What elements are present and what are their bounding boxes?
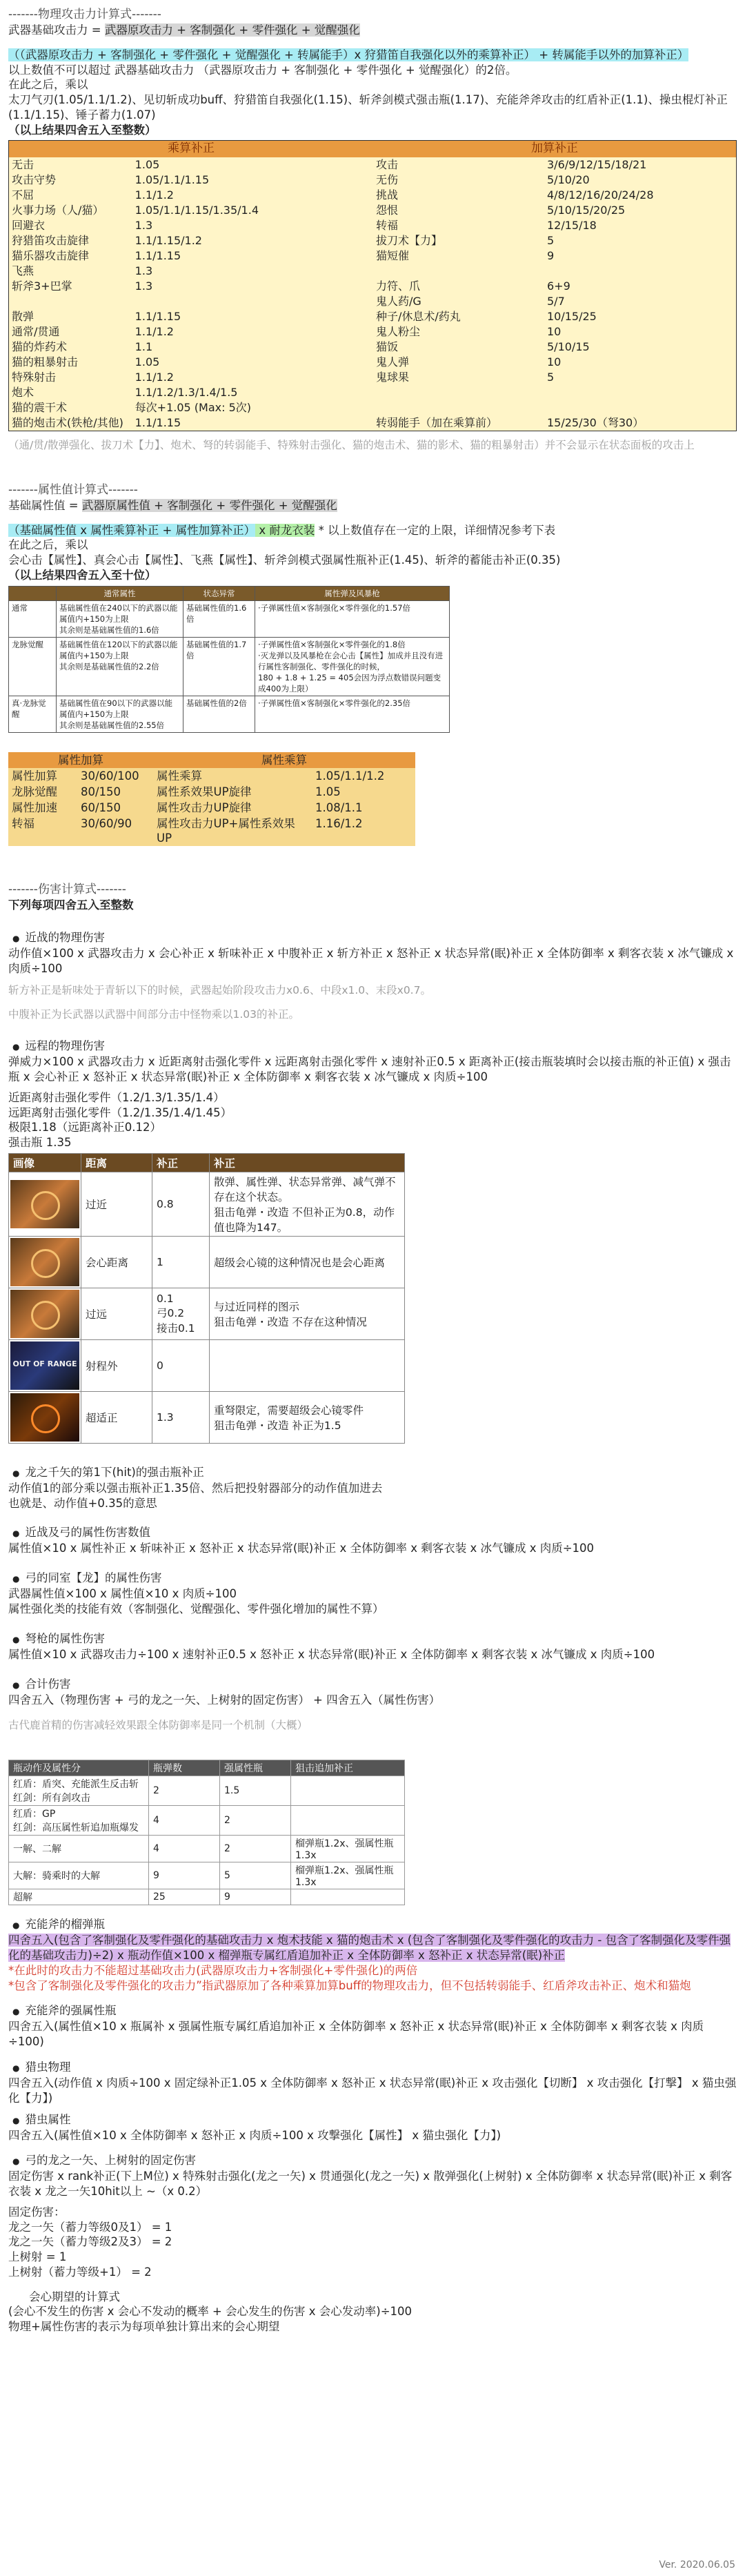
bottle-cell [291,1806,405,1836]
phys-mod-row [9,355,736,370]
add-value: 5/10/20 [547,173,590,186]
mul-value: 1.1/1.15/1.2 [135,233,202,247]
elem-formula-base: 武器原属性值 [81,498,150,512]
add-value [544,385,736,400]
bottle-note: *在此时的攻击力不能超过基础攻击力(武器原攻击力+客制强化+零件强化)的两倍 *包含了客制强化及零件强化的攻击力”指武器原加了各种乘算加算buff的物理攻击力，但不包括转弱能手、红盾斧攻击补正、炮术和猫炮 [8,1963,691,1992]
strong-formula: 四舍五入(属性值×10 x 瓶属补 x 强属性瓶专属红盾追加补正 x 全体防御率 x 怒补正 x 状态异常(眠)补正 x 全体防御率 x 剩客衣装 x 肉质÷100) [8,2020,704,2049]
bow-formula: 属性值×10 x 武器攻击力÷100 x 速射补正0.5 x 怒补正 x 状态异常(眠)补正 x 全体防御率 x 剩客衣装 x 冰气镰成 x 肉质÷100 [8,1647,655,1661]
cap-row [9,696,450,732]
mul-name: 不屈 [12,188,34,201]
mul-header: 乘算补正 [9,141,373,157]
bottle-cell: 大解：骑乘时的大解 [9,1862,149,1889]
phys-mod-row [9,279,736,294]
reticle-icon [31,1404,60,1433]
add-name: 攻击 [376,157,399,171]
bottle-row [9,1889,405,1905]
bottle-row [9,1806,405,1836]
phys-mod-row [9,218,736,233]
phys-formula2-text: （（武器原攻击力 + 客制强化 + 零件强化 + 觉醒强化 + 转属能手）x 狩猎笛自我强化以外的乘算补正） + 转属能手以外的加算补正） [8,48,689,61]
mul-name: 猫的震干术 [12,400,68,414]
mul-value: 1.1/1.2 [135,188,174,201]
bottle-row [9,1836,405,1862]
mul-value: 1.3 [135,264,153,277]
cap-cell: ·子弹属性值×客制强化×零件强化的1.8倍 ·灭龙弹以及风暴枪在会心击【属性】加成并且没有进行属性客制强化、零件强化的时候， 180 + 1.8 + 1.25 = 405会因为浮点数错误问题变成400为上限） [255,637,450,696]
add-name: 转弱能手（加在乘算前） [376,415,498,429]
insect-formula: 四舍五入(动作值 x 肉质÷100 x 固定绿补正1.05 x 全体防御率 x 怒补正 x 状态异常(眠)补正 x 攻击强化【切断】 x 攻击强化【打撃】 x 猫虫强化【力】) [8,2076,737,2105]
cap-cell: 真·龙脉觉醒 [9,696,57,732]
mul-name: 狩猎笛攻击旋律 [12,233,90,247]
add-name: 鬼人弹 [376,355,410,368]
mul-value: 1.05/1.1/1.15/1.35/1.4 [135,203,259,217]
add-value: 5 [547,370,555,384]
phys-l4: （以上结果四舍五入至整数） [8,123,157,137]
mul-value: 1.1/1.2/1.3/1.4/1.5 [135,385,238,399]
elem-add-header: 属性加算 [8,752,153,768]
add-name: 鬼人粉尘 [376,324,421,338]
combo-title: ● 合计伤害 [28,1675,737,1691]
crosshair-image [10,1393,79,1442]
add-value: 10 [547,324,562,338]
elem-add-value: 30/60/90 [77,816,153,846]
add-value [544,264,736,279]
fixed-formula: 固定伤害 x rank补正(下上M位) x 特殊射击强化(龙之一矢) x 贯通强化(龙之一矢) x 散弹强化(上树射) x 全体防御率 x 状态异常(眠)补正 x 剩客衣装 x 龙之一矢10hit以上 ~（x 0.2） [8,2170,733,2199]
elem-add-name: 属性加算 [8,768,77,784]
elem-formula2 [8,523,737,538]
page-content [8,0,737,2334]
ranged-title: ● 远程的物理伤害 [28,1036,737,1053]
elem-mul-name: 属性系效果UP旋律 [153,784,312,800]
ranged-l4: 强击瓶 1.35 [8,1136,72,1150]
add-name: 力符、爪 [376,279,421,293]
bottle-table [8,1760,405,1905]
phys-formula [8,23,737,38]
phys-mod-row [9,173,736,188]
cap-cell: 基础属性值在240以下的武器以能属值内+150为上限 其余则是基础属性值的1.6倍 [57,600,183,637]
phys-mod-row [9,324,736,340]
fixed-row: 龙之一矢（蓄力等级2及3） = 2 [8,2235,172,2249]
mul-name: 猫的炸药术 [12,340,68,353]
add-value: 9 [547,248,555,262]
fixed-list [8,2220,737,2280]
elem-header: -------属性值计算式------- [8,482,138,497]
elem-melee-title: ● 近战及弓的属性伤害数值 [28,1523,737,1540]
melee-title: ● 近战的物理伤害 [28,928,737,945]
elem-mul-value: 1.08/1.1 [312,800,415,816]
elem-add-name: 龙脉觉醒 [8,784,77,800]
add-name: 鬼球果 [376,370,410,384]
crit-title: 会心期望的计算式 [29,2290,120,2303]
cap-row [9,600,450,637]
phys-mod-row [9,415,736,431]
crit-l1: (会心不发生的伤害 x 会心不发动的概率 + 会心发生的伤害 x 会心发动率)÷100 [8,2305,413,2319]
insect-elem-formula: 四舍五入(属性值×10 x 全体防御率 x 怒补正 x 肉质÷100 x 攻撃强化【属性】 x 猫虫强化【力】) [8,2128,501,2142]
crosshair-image [10,1238,79,1286]
ranged-l2: 远距离射击强化零件（1.2/1.35/1.4/1.45） [8,1105,232,1119]
phys-l3: 太刀气刃(1.05/1.1/1.2)、见切斩成功buff、狩猎笛自我强化(1.15)、斩斧剑模式强击瓶(1.17)、充能斧斧攻击的红盾补正(1.1)、操虫棍灯补正(1.1/1.15)、锤子蓄力(1.07) [8,93,728,121]
mul-value: 1.1/1.2 [135,324,174,338]
combo-l1: 四舍五入（物理伤害 + 弓的龙之一矢、上树射的固定伤害） + 四舍五入（属性伤害） [8,1693,441,1707]
cap-cell: 基础属性值在90以下的武器以能属值内+150为上限 其余则是基础属性值的2.55倍 [57,696,183,732]
elem-melee-formula: 属性值×10 x 属性补正 x 斩味补正 x 怒补正 x 状态异常(眠)补正 x 全体防御率 x 剩客衣装 x 冰气镰成 x 肉质÷100 [8,1542,595,1555]
elem-formula-lhs: 基础属性值 = [8,498,82,512]
range-thumb [9,1391,81,1443]
combo-l2: 古代鹿首精的伤害减轻效果跟全体防御率是同一个机制（大概） [8,1719,308,1732]
phys-formula-lhs: 武器基础攻击力 = [8,23,105,37]
ranged-l3: 极限1.18（远距离补正0.12） [8,1121,161,1134]
range-note: 散弹、属性弹、状态异常弹、减气弹不存在这个状态。 狙击龟弹・改造 不但补正为0.8，动作值也降为147。 [210,1172,405,1236]
elem-mul-name: 属性攻击力UP+属性系效果UP [153,816,312,846]
elem-mul-value: 1.16/1.2 [312,816,415,846]
elem-mul-header: 属性乘算 [153,752,415,768]
range-modifier: 0.1 弓0.2 接击0.1 [152,1288,210,1339]
phys-mod-table [8,140,737,431]
bottle-header: 瓶弹数 [149,1760,220,1776]
mul-name [9,294,132,309]
bottle-cell: 2 [149,1776,220,1806]
add-value: 5/10/15 [547,340,590,353]
cap-cell: ·子弹属性值×客制强化×零件强化的2.35倍 [255,696,450,732]
phys-mod-row [9,340,736,355]
mul-name: 散弹 [12,309,34,323]
range-distance: 超适正 [81,1391,152,1443]
phys-formula-rest: + 客制强化 + 零件强化 + 觉醒强化 [172,23,360,37]
range-modifier: 1.3 [152,1391,210,1443]
mul-name: 特殊射击 [12,370,57,384]
cap-cell: 龙脉觉醒 [9,637,57,696]
strong-title: ● 充能斧的强属性瓶 [28,2001,737,2018]
range-row [9,1288,405,1339]
add-value: 6+9 [547,279,570,293]
crit-l2: 物理+属性伤害的表示为每项单独计算出来的会心期望 [8,2320,280,2334]
phys-formula2 [8,48,737,63]
phys-mod-row [9,370,736,385]
add-name: 鬼人药/G [376,294,421,308]
elem-l3: （以上结果四舍五入至十位） [8,568,157,582]
range-row [9,1172,405,1236]
cap-cell: 基础属性值的1.7倍 [183,637,255,696]
phys-formula-base: 武器原攻击力 [104,23,173,37]
elem-mul-value: 1.05/1.1/1.2 [312,768,415,784]
cap-cell: 基础属性值的2倍 [183,696,255,732]
phys-mod-row [9,385,736,400]
bottle-cell: 红盾：GP 红剑：高压属性斩追加瓶爆发 [9,1806,149,1836]
mul-name: 火事力场（人/猫） [12,203,104,217]
bottle-cell: 2 [220,1836,291,1862]
crosshair-image [10,1290,79,1338]
out-of-range-text: OUT OF RANGE [12,1359,77,1368]
fixed-row: 上树射 = 1 [8,2250,67,2264]
mul-name: 炮术 [12,385,34,399]
range-thumb [9,1288,81,1339]
bow-title: ● 弩枪的属性伤害 [28,1629,737,1646]
range-distance: 过远 [81,1288,152,1339]
cap-cell: 通常 [9,600,57,637]
elem-add-value: 30/60/100 [77,768,153,784]
bottle-cell: 红盾：盾突、充能派生反击斩 红剑：所有剑攻击 [9,1776,149,1806]
dragon2-l2: 属性强化类的技能有效（客制强化、觉醒强化、零件强化增加的属性不算） [8,1602,384,1615]
add-name: 无伤 [376,173,399,186]
add-name [373,400,544,415]
mul-value: 1.1/1.2 [135,370,174,384]
dmg-intro: 下列每项四舍五入至整数 [8,898,134,912]
mul-value: 每次+1.05 (Max: 5次) [135,400,252,414]
add-name: 挑战 [376,188,399,201]
phys-mod-row [9,188,736,203]
mul-name: 猫的炮击术(铁枪/其他) [12,415,123,429]
reticle-icon [31,1191,60,1220]
add-name [373,385,544,400]
add-header: 加算补正 [373,141,736,157]
range-note: 超级会心镜的这种情况也是会心距离 [210,1236,405,1288]
range-header: 距离 [81,1153,152,1172]
phys-mod-row [9,203,736,218]
phys-mod-row [9,264,736,279]
cap-header: 属性弹及风暴枪 [255,586,450,600]
bottle-cell: 超解 [9,1889,149,1905]
range-header: 补正 [152,1153,210,1172]
fixed-row: 龙之一矢（蓄力等级0及1） = 1 [8,2220,172,2234]
elem-mod-row [8,816,415,846]
add-value: 3/6/9/12/15/18/21 [547,157,647,171]
insect-title: ● 猎虫物理 [28,2058,737,2074]
ranged-l1: 近距离射击强化零件（1.2/1.3/1.35/1.4） [8,1090,225,1104]
melee-note1: 斩方补正是斩味处于青斩以下的时候，武器起始阶段攻击力x0.6、中段x1.0、末段x0.7。 [8,983,431,996]
mul-name: 攻击守势 [12,173,57,186]
elem-add-name: 属性加速 [8,800,77,816]
phys-l2: 在此之后，乘以 [8,78,88,92]
mul-name: 猫的粗暴射击 [12,355,79,368]
bottle-header: 瓶动作及属性分 [9,1760,149,1776]
cap-cell: ·子弹属性值×客制强化×零件强化的1.57倍 [255,600,450,637]
mul-name: 斩斧3+巴掌 [12,279,72,293]
range-distance: 射程外 [81,1339,152,1391]
add-value: 10/15/25 [547,309,597,323]
elem-cap-table [8,586,450,733]
insect-elem-title: ● 猎虫属性 [28,2110,737,2127]
add-value: 5/10/15/20/25 [547,203,626,217]
reticle-icon [31,1301,60,1330]
elem-mod-row [8,768,415,784]
range-table [8,1153,405,1444]
range-header: 画像 [9,1153,81,1172]
mul-value: 1.1/1.15 [135,309,181,323]
mul-value: 1.3 [135,218,153,232]
range-distance: 会心距离 [81,1236,152,1288]
bottle-cell: 榴弹瓶1.2x、强属性瓶1.3x [291,1836,405,1862]
phys-mod-row [9,294,736,309]
dragon2-title: ● 弓的同室【龙】的属性伤害 [28,1569,737,1585]
elem-formula2-note: * 以上数值存在一定的上限，详细情况参考下表 [315,523,556,537]
phys-mod-row [9,248,736,264]
mul-name: 回避衣 [12,218,46,232]
range-thumb [9,1172,81,1236]
range-note: 重弩限定，需要超级会心镜零件 狙击龟弹・改造 补正为1.5 [210,1391,405,1443]
bottle-header: 狙击追加补正 [291,1760,405,1776]
bottle-cell: 9 [220,1889,291,1905]
fixed-row: 上树射（蓄力等级+1） = 2 [8,2265,152,2279]
add-name: 拔刀术【力】 [376,233,443,247]
add-name: 猫饭 [376,340,399,353]
bottle-cell: 一解、二解 [9,1836,149,1862]
ranged-formula: 弹威力×100 x 武器攻击力 x 近距离射击强化零件 x 远距离射击强化零件 x 速射补正0.5 x 距离补正(接击瓶装填时会以接击瓶的补正值) x 强击瓶 x 会心补正 x 怒补正 x 状态异常(眠)补正 x 全体防御率 x 剩客衣装 x 冰气镰成 x 肉质÷100 [8,1055,731,1084]
bottle-row [9,1776,405,1806]
melee-note2: 中腹补正为长武器以武器中间部分击中怪物乘以1.03的补正。 [8,1008,300,1021]
crosshair-image [10,1341,79,1390]
bottle-cell [291,1889,405,1905]
add-name: 猫短催 [376,248,410,262]
cap-cell: 基础属性值的1.6倍 [183,600,255,637]
range-note [210,1339,405,1391]
phys-mod-row [9,309,736,324]
elem-formula2-main: （基础属性值 x 属性乘算补正 + 属性加算补正） [8,523,256,537]
mul-value: 1.3 [135,279,153,293]
bottle-cell: 4 [149,1806,220,1836]
reticle-icon [31,1249,60,1278]
mul-value: 1.1/1.15 [135,415,181,429]
dragon2-l1: 武器属性值×100 x 属性值×10 x 肉质÷100 [8,1587,237,1601]
mul-name: 飞燕 [12,264,34,277]
range-distance: 过近 [81,1172,152,1236]
cap-cell: 基础属性值在120以下的武器以能属值内+150为上限 其余则是基础属性值的2.2倍 [57,637,183,696]
mul-value: 1.05 [135,157,160,171]
elem-formula-rest: + 客制强化 + 零件强化 + 觉醒强化 [150,498,337,512]
mul-value [132,294,373,309]
range-row [9,1339,405,1391]
phys-header: -------物理攻击力计算式------- [8,8,161,21]
cap-header [9,586,57,600]
fixed-title: ● 弓的龙之一矢、上树射的固定伤害 [28,2151,737,2167]
dragon-l1: 动作值1的部分乘以强击瓶补正1.35倍、然后把投射器部分的动作值加进去 [8,1481,383,1495]
melee-formula: 动作值×100 x 武器攻击力 x 会心补正 x 斩味补正 x 中腹补正 x 斩方补正 x 怒补正 x 状态异常(眠)补正 x 全体防御率 x 剩客衣装 x 冰气镰成 x 肉质÷100 [8,947,734,975]
phys-note: （通/贯/散弹强化、拔刀术【力】、炮术、弩的转弱能手、特殊射击强化、猫的炮击术、猫的影术、猫的粗暴射击）并不会显示在状态面板的攻击上 [8,438,695,451]
mul-value: 1.1/1.15 [135,248,181,262]
bottle-cell [291,1776,405,1806]
bottle-cell: 5 [220,1862,291,1889]
mul-value: 1.1 [135,340,153,353]
add-value: 5 [547,233,555,247]
range-row [9,1236,405,1288]
add-value: 5/7 [547,294,565,308]
add-name: 种子/休息术/药丸 [376,309,461,323]
elem-mul-value: 1.05 [312,784,415,800]
phys-mod-row [9,400,736,415]
mul-name: 无击 [12,157,34,171]
fixed-label: 固定伤害： [8,2205,66,2219]
range-row [9,1391,405,1443]
bottle-title: ● 充能斧的榴弹瓶 [28,1915,737,1931]
elem-add-value: 80/150 [77,784,153,800]
version-footer: Ver. 2020.06.05 [659,2559,735,2570]
bottle-cell: 1.5 [220,1776,291,1806]
add-value: 10 [547,355,562,368]
bottle-cell: 9 [149,1862,220,1889]
phys-mod-row [9,157,736,173]
mul-value: 1.05/1.1/1.15 [135,173,210,186]
bottle-row [9,1862,405,1889]
dmg-header: -------伤害计算式------- [8,883,126,897]
elem-mul-name: 属性攻击力UP旋律 [153,800,312,816]
elem-formula2-dragon: x 耐龙衣装 [255,523,315,537]
mul-name: 通常/贯通 [12,324,60,338]
elem-mod-table [8,752,415,847]
cap-row [9,637,450,696]
range-header: 补正 [210,1153,405,1172]
phys-l1: 以上数值不可以超过 武器基础攻击力 （武器原攻击力 + 客制强化 + 零件强化 + 觉醒强化）的2倍。 [8,63,517,77]
add-value: 15/25/30（弩30） [547,415,644,429]
bottle-formula-text: 四舍五入(包含了客制强化及零件强化的基础攻击力 x 炮术技能 x 猫的炮击术 x (包含了客制强化及零件强化的攻击力 - 包含了客制强化及零件强化的基础攻击力)÷2) x 瓶动作值×100 x 榴弹瓶专属红盾追加补正 x 全体防御率 x 怒补正 x 状态异常(眠)补正 [8,1934,731,1963]
range-thumb [9,1339,81,1391]
elem-formula [8,498,737,513]
range-modifier: 0.8 [152,1172,210,1236]
bottle-cell: 榴弹瓶1.2x、强属性瓶1.3x [291,1862,405,1889]
cap-header: 通常属性 [57,586,183,600]
phys-mod-row [9,233,736,248]
elem-l2: 会心击【属性】、真会心击【属性】、飞燕【属性】、斩斧剑模式强属性瓶补正(1.45)、斩斧的蓄能击补正(0.35) [8,553,561,567]
elem-mod-row [8,800,415,816]
bottle-header: 强属性瓶 [220,1760,291,1776]
elem-add-name: 转福 [8,816,77,846]
bottle-cell: 2 [220,1806,291,1836]
crosshair-image [10,1180,79,1228]
range-thumb [9,1236,81,1288]
bottle-cell: 4 [149,1836,220,1862]
mul-name: 猫乐器攻击旋律 [12,248,90,262]
range-note: 与过近同样的图示 狙击龟弹・改造 不存在这种情况 [210,1288,405,1339]
mul-value: 1.05 [135,355,160,368]
elem-l1: 在此之后，乘以 [8,538,88,552]
elem-add-value: 60/150 [77,800,153,816]
elem-mul-name: 属性乘算 [153,768,312,784]
add-value: 4/8/12/16/20/24/28 [547,188,654,201]
elem-mod-row [8,784,415,800]
bottle-cell: 25 [149,1889,220,1905]
range-modifier: 0 [152,1339,210,1391]
add-name [373,264,544,279]
range-modifier: 1 [152,1236,210,1288]
add-name: 转福 [376,218,399,232]
bottle-formula [8,1933,737,1963]
add-name: 怨恨 [376,203,399,217]
cap-header: 状态异常 [183,586,255,600]
dragon-title: ● 龙之千矢的第1下(hit)的强击瓶补正 [28,1463,737,1479]
add-value: 12/15/18 [547,218,597,232]
dragon-l2: 也就是、动作值+0.35的意思 [8,1496,157,1510]
add-value [544,400,736,415]
